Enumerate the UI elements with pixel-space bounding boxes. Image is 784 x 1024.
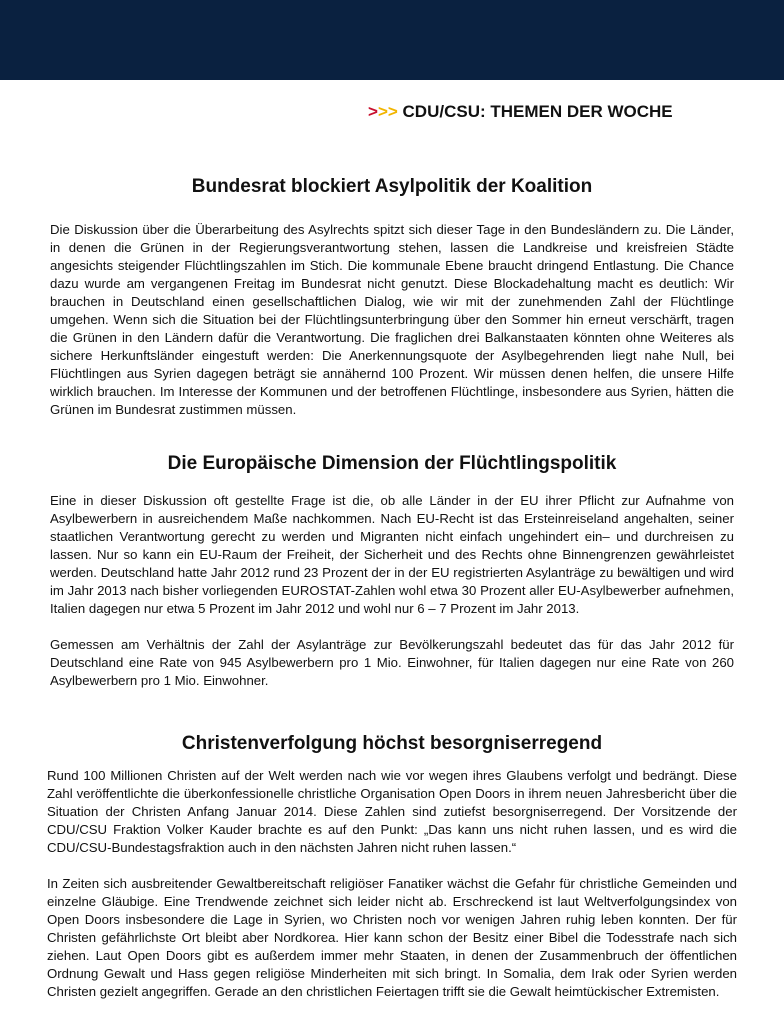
paragraph-bundesrat: Die Diskussion über die Überarbeitung des Asylrechts spitzt sich dieser Tage in den Bundesländern zu. Die Länder, in denen die Grünen in der Regierungsverantwortung stehen, lassen die Landkreise und kreisfreien Städte angesichts steigender Flüchtlingszahlen im Stich. Die kommunale Ebene braucht dringend Entlastung. Die Chance dazu wurde am vergangenen Freitag im Bundesrat nicht genutzt. Diese Blockadehaltung macht es deutlich: Wir brauchen in Deutschland einen gesellschaftlichen Dialog, wie wir mit der zunehmenden Zahl der Flüchtlinge umgehen. Wenn sich die Situation bei der Flüchtlingsunterbringung über den Sommer hin erneut verschärft, tragen die Grünen in den Ländern dafür die Verantwortung. Die fraglichen drei Balkanstaaten könnten ohne Weiteres als sichere Herkunftsländer eingestuft werden: Die Anerkennungsquote der Asylbegehrenden liegt nahe Null, bei Flüchtlingen aus Syrien dagegen beträgt sie annähernd 100 Prozent. Wir müssen denen helfen, die unsere Hilfe wirklich brauchen. Im Interesse der Kommunen und der betroffenen Flüchtlinge, insbesondere aus Syrien, hätten die Grünen im Bundesrat zustimmen müssen. [50, 222, 734, 417]
paragraph-europa-2: Gemessen am Verhältnis der Zahl der Asylanträge zur Bevölkerungszahl bedeutet das für das Jahr 2012 für Deutschland eine Rate von 945 Asylbewerbern pro 1 Mio. Einwohner, für Italien dagegen nur eine Rate von 260 Asylbewerbern pro 1 Mio. Einwohner. [50, 637, 734, 688]
header-text: CDU/CSU: THEMEN DER WOCHE [402, 102, 673, 121]
top-banner [0, 0, 784, 80]
paragraph-europa-1: Eine in dieser Diskussion oft gestellte Frage ist die, ob alle Länder in der EU ihrer Pflicht zur Aufnahme von Asylbewerbern in ausreichendem Maße nachkommen. Nach EU-Recht ist das Ersteinreiseland angehalten, seiner staatlichen Verantwortung gerecht zu werden und Migranten nicht einfach ungehindert ein– und durchreisen zu lassen. Nur so kann ein EU-Raum der Freiheit, der Sicherheit und des Rechts ohne Binnengrenzen gewährleistet werden. Deutschland hatte Jahr 2012 rund 23 Prozent der in der EU registrierten Asylanträge zu bewältigen und wird im Jahr 2013 nach bisher vorliegenden EUROSTAT-Zahlen wohl etwa 30 Prozent aller EU-Asylbewerber aufnehmen, Italien dagegen nur etwa 5 Prozent im Jahr 2012 und wohl nur 6 – 7 Prozent im Jahr 2013. [50, 493, 734, 616]
section-title-bundesrat: Bundesrat blockiert Asylpolitik der Koalition [191, 176, 593, 197]
paragraph-christen-2: In Zeiten sich ausbreitender Gewaltbereitschaft religiöser Fanatiker wächst die Gefahr für christliche Gemeinden und einzelne Gläubige. Eine Trendwende zeichnet sich leider nicht ab. Erschreckend ist laut Weltverfolgungsindex von Open Doors insbesondere die Lage in Syrien, wo Christen noch vor wenigen Jahren ruhig leben konnten. Der für Christen gefährlichste Ort bleibt aber Nordkorea. Hier kann schon der Besitz einer Bibel die Todesstrafe nach sich ziehen. Laut Open Doors gibt es außerdem immer mehr Staaten, in denen der Zusammenbruch der öffentlichen Ordnung Gewalt und Hass gegen religiöse Minderheiten mit sich bringt. In Somalia, dem Irak oder Syrien werden Christen gezielt angegriffen. Gerade an den christlichen Feiertagen trifft sie die Gewalt heimtückischer Extremisten. [47, 876, 737, 999]
paragraph-christen-1: Rund 100 Millionen Christen auf der Welt werden nach wie vor wegen ihres Glaubens verfolgt und bedrängt. Diese Zahl veröffentlichte die überkonfessionelle christliche Organisation Open Doors in ihrem neuen Jahresbericht über die Situation der Christen Anfang Januar 2014. Diese Zahlen sind zutiefst besorgniserregend. Der Vorsitzende der CDU/CSU Fraktion Volker Kauder brachte es auf den Punkt: „Das kann uns nicht ruhen lassen, und es wird die CDU/CSU-Bundestagsfraktion auch in den nächsten Jahren nicht ruhen lassen.“ [47, 768, 737, 855]
header-title [368, 102, 673, 122]
section-title-christenverfolgung: Christenverfolgung höchst besorgniserregend [181, 733, 603, 754]
section-title-europa: Die Europäische Dimension der Flüchtlingspolitik [167, 453, 617, 474]
chevron-yellow-icon: >> [377, 102, 398, 121]
chevron-red-icon: > [368, 102, 378, 121]
